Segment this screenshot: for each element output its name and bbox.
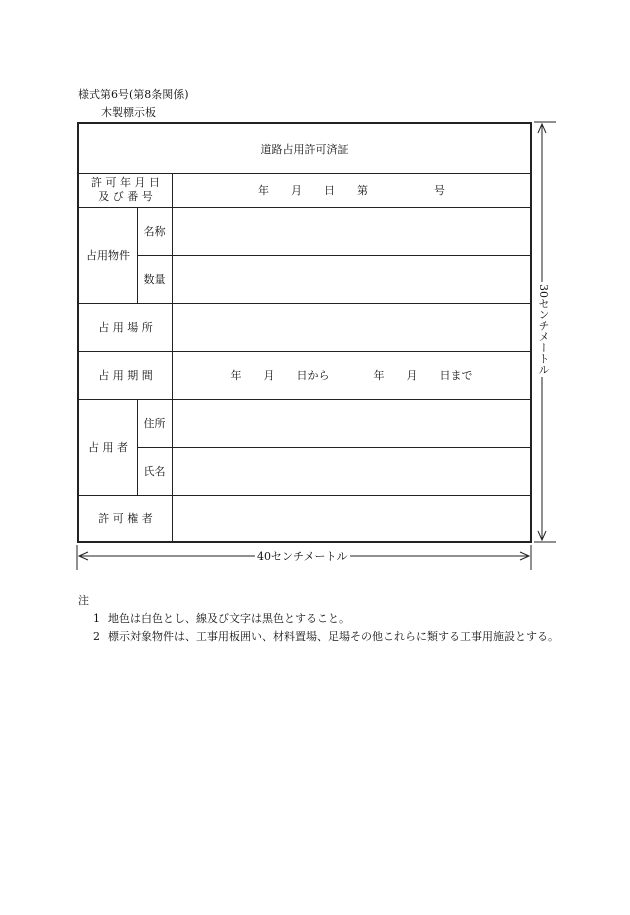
notes-heading: 注 [78,594,89,607]
period-value: 年 月 日から 年 月 日まで [230,369,473,382]
occupant-address-label: 住所 [143,417,166,430]
occupant-name-label: 氏名 [143,465,166,478]
width-dimension-label: 40センチメートル [257,550,348,563]
note-number: 1 [93,612,100,625]
place-label: 占 用 場 所 [98,321,153,334]
permit-date-label-line1: 許 可 年 月 日 [91,176,160,189]
object-quantity-label: 数量 [143,273,166,286]
board-type-label: 木製標示板 [101,106,156,119]
board-title: 道路占用許可済証 [260,142,349,156]
period-label: 占 用 期 間 [98,369,153,382]
note-item [78,628,573,646]
note-item [78,610,573,628]
form-number-label: 様式第6号(第8条関係) [78,88,189,101]
height-dimension-label: 30センチメートル [537,284,550,375]
note-number: 2 [93,630,100,643]
note-text: 地色は白色とし、線及び文字は黒色とすること。 [108,612,350,625]
note-text: 標示対象物件は、工事用板囲い、材料置場、足場その他これらに類する工事用施設とする。 [108,630,559,643]
object-label: 占用物件 [86,249,130,262]
authority-label: 許 可 権 者 [98,512,153,525]
occupant-label: 占 用 者 [88,441,128,454]
object-name-label: 名称 [143,225,166,238]
notes-section [78,592,573,646]
permit-date-value: 年 月 日 第 号 [258,184,445,197]
permit-date-label-line2: 及 び 番 号 [98,190,153,203]
